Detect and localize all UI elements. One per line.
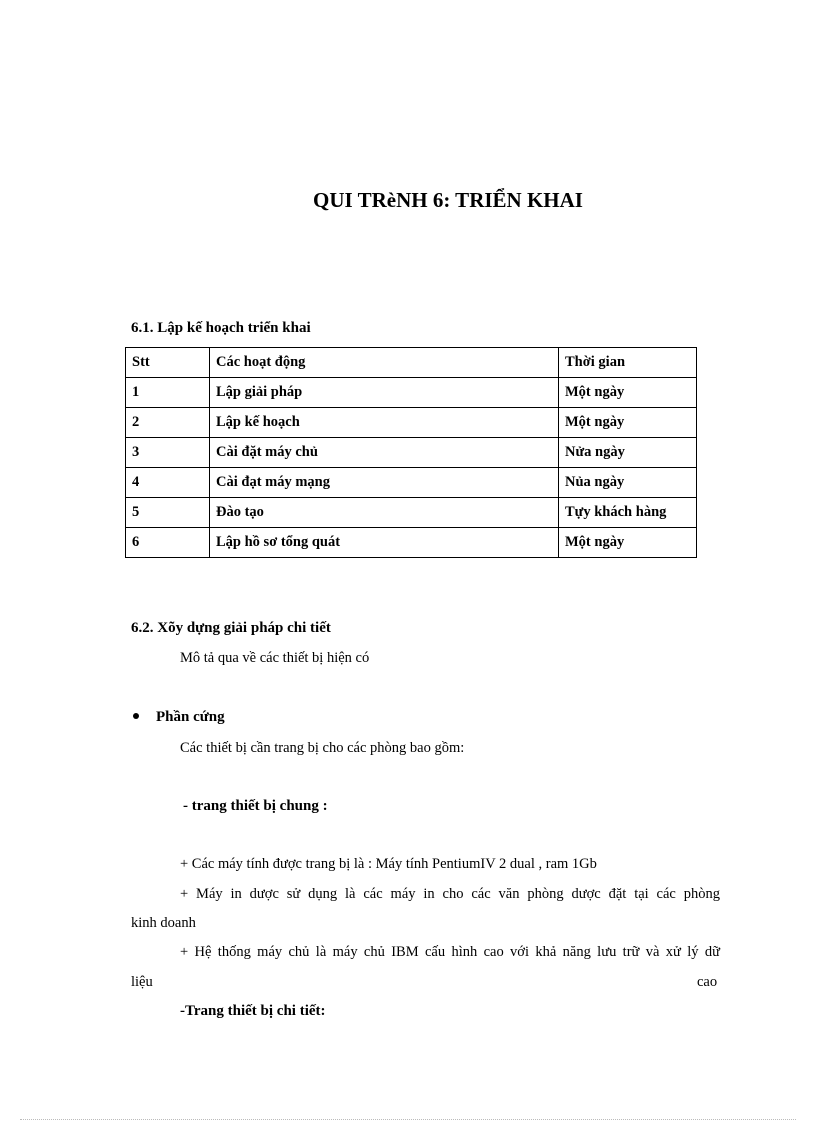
table-row [126, 378, 697, 408]
header-cell-time: Thời gian [559, 348, 697, 378]
table-cell: 1 [126, 378, 210, 408]
table-row [126, 468, 697, 498]
table-cell: Đào tạo [210, 498, 559, 528]
paragraph-line: + Các máy tính được trang bị là : Máy tính PentiumIV 2 dual , ram 1Gb [180, 856, 597, 872]
subheading-detail: -Trang thiết bị chi tiết: [180, 1003, 326, 1019]
paragraph-line: kinh doanh [131, 915, 196, 931]
paragraph-line: + Hệ thống máy chủ là máy chủ IBM cấu hình cao với khả năng lưu trữ và xử lý dữ [180, 944, 720, 960]
table-cell: Nửa ngày [559, 438, 697, 468]
table-cell: 5 [126, 498, 210, 528]
table-cell: Một ngày [559, 528, 697, 558]
page-title: QUI TRèNH 6: TRIỂN KHAI [313, 188, 583, 212]
table-row [126, 408, 697, 438]
table-cell: Lập kế hoạch [210, 408, 559, 438]
section-2-heading: 6.2. Xõy dựng giải pháp chi tiết [131, 620, 331, 636]
table-row [126, 498, 697, 528]
table-cell: Tựy khách hàng [559, 498, 697, 528]
header-cell-activities: Các hoạt động [210, 348, 559, 378]
table-row [126, 438, 697, 468]
table-cell: 4 [126, 468, 210, 498]
paragraph-line: liệu [131, 974, 153, 990]
paragraph-line: cao [697, 974, 718, 990]
table-cell: 2 [126, 408, 210, 438]
paragraph-line: + Máy in dược sử dụng là các máy in cho các văn phòng dược đặt tại các phòng [180, 886, 720, 902]
table-header-row [126, 348, 697, 378]
section-1-heading: 6.1. Lập kế hoạch triển khai [131, 320, 311, 336]
equipment-intro: Các thiết bị cần trang bị cho các phòng bao gồm: [180, 740, 465, 756]
table-cell: Nủa ngày [559, 468, 697, 498]
table-row [126, 528, 697, 558]
plan-table [125, 347, 697, 558]
bullet-icon [133, 713, 139, 719]
table-cell: Một ngày [559, 408, 697, 438]
table-cell: Cài đạt máy mạng [210, 468, 559, 498]
table-cell: Lập giải pháp [210, 378, 559, 408]
table-cell: 6 [126, 528, 210, 558]
header-cell-stt: Stt [126, 348, 210, 378]
table-cell: 3 [126, 438, 210, 468]
bullet-heading: Phần cứng [156, 709, 225, 725]
intro-text: Mô tả qua về các thiết bị hiện có [180, 650, 370, 666]
page-border [20, 1119, 796, 1120]
table-cell: Lập hồ sơ tổng quát [210, 528, 559, 558]
subheading-general: - trang thiết bị chung : [183, 798, 328, 814]
table-cell: Một ngày [559, 378, 697, 408]
table-cell: Cài đặt máy chủ [210, 438, 559, 468]
